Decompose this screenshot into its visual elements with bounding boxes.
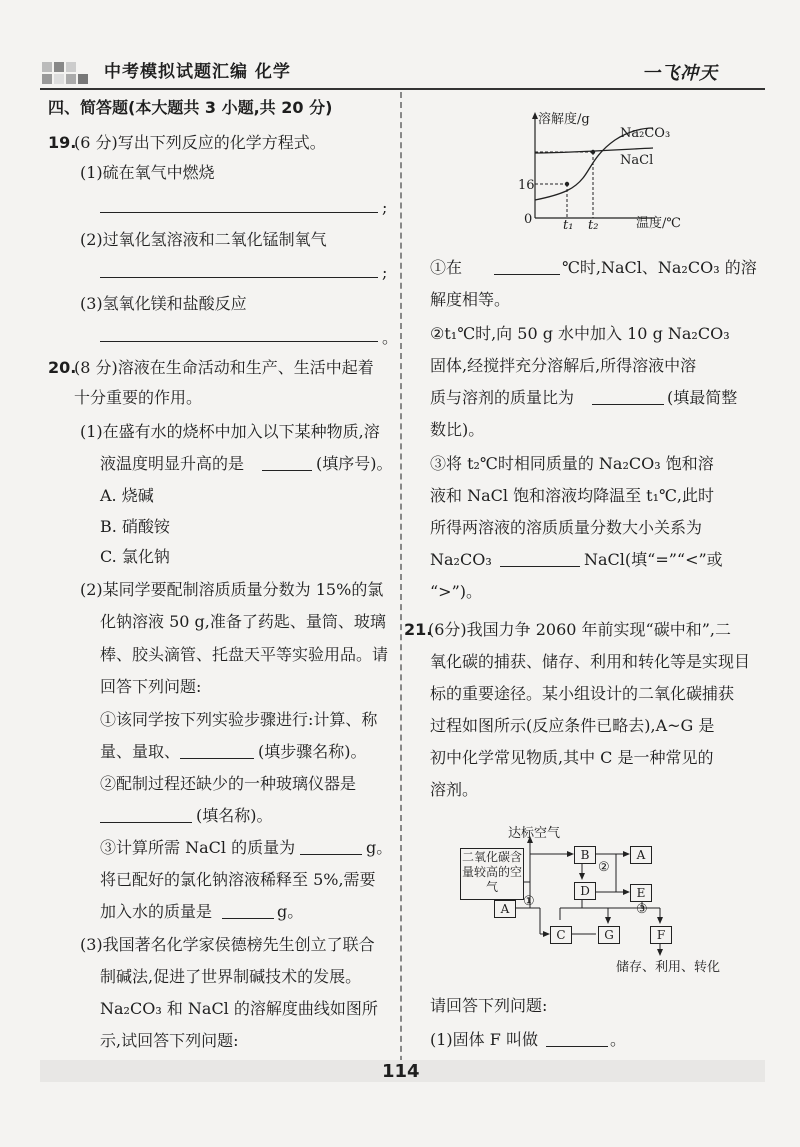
q19-part1-end: ; <box>382 198 388 217</box>
q20-step1-a: ①该同学按下列实验步骤进行:计算、称 <box>100 710 378 729</box>
q21-number: 21. <box>404 620 433 639</box>
flow-box-g: G <box>598 926 620 944</box>
q20-step3-blank-2[interactable] <box>222 918 274 919</box>
point-t1 <box>565 182 569 186</box>
graph-t2: t₂ <box>588 218 599 233</box>
flow-source-box <box>460 848 524 900</box>
r2-d: 数比)。 <box>430 420 485 439</box>
q19-part3-end: 。 <box>382 328 399 347</box>
q20-part1-b-post: (填序号)。 <box>316 454 393 473</box>
header-rule <box>40 88 765 90</box>
r3-d-post: NaCl(填“=”“<”或 <box>584 550 723 569</box>
header-title: 中考模拟试题汇编 化学 <box>104 62 291 82</box>
q21-part1-post: 。 <box>610 1030 627 1049</box>
r2-blank[interactable] <box>592 404 664 405</box>
q21-part1: (1)固体 F 叫做 <box>430 1030 538 1049</box>
r3-d: Na₂CO₃ <box>430 550 492 569</box>
q19-number: 19. <box>48 133 77 152</box>
q20-option-a: A. 烧碱 <box>100 486 154 505</box>
r3-a: ③将 t₂℃时相同质量的 Na₂CO₃ 饱和溶 <box>430 454 714 473</box>
q21-stem-5: 初中化学常见物质,其中 C 是一种常见的 <box>430 748 714 767</box>
r3-c: 所得两溶液的溶质质量分数大小关系为 <box>430 518 703 537</box>
q20-part1-b: 液温度明显升高的是 <box>100 454 245 473</box>
q20-step3-b: 将已配好的氯化钠溶液稀释至 5%,需要 <box>100 870 376 889</box>
q20-option-b: B. 硝酸铵 <box>100 517 170 536</box>
graph-ylabel: 溶解度/g <box>538 112 590 127</box>
point-intersection <box>591 150 595 154</box>
flow-box-b: B <box>574 846 596 864</box>
q20-step3-a-post: g。 <box>366 838 393 857</box>
r1-a-post: ℃时,NaCl、Na₂CO₃ 的溶 <box>562 258 757 277</box>
q20-step3-a: ③计算所需 NaCl 的质量为 <box>100 838 296 857</box>
q20-step3-c: 加入水的质量是 <box>100 902 213 921</box>
flow-source-text: 二氧化碳含量较高的空气 <box>462 850 523 894</box>
q20-part1-blank[interactable] <box>262 470 312 471</box>
r1-a: ①在 <box>430 258 463 277</box>
q20-step3-c-post: g。 <box>277 902 304 921</box>
graph-y16: 16 <box>518 178 535 193</box>
q20-number: 20. <box>48 358 77 377</box>
q21-stem-4: 过程如图所示(反应条件已略去),A~G 是 <box>430 716 715 735</box>
graph-t1: t₁ <box>563 218 574 233</box>
q20-part2-a: (2)某同学要配制溶质质量分数为 15%的氯 <box>80 580 384 599</box>
q20-part3-c: Na₂CO₃ 和 NaCl 的溶解度曲线如图所 <box>100 999 378 1018</box>
q20-step3-blank-1[interactable] <box>300 854 362 855</box>
graph-xlabel: 温度/℃ <box>636 216 681 231</box>
column-divider <box>400 92 402 1082</box>
q20-part3-a: (3)我国著名化学家侯德榜先生创立了联合 <box>80 935 375 954</box>
q20-step1-blank[interactable] <box>180 758 254 759</box>
q20-step1-b: 量、量取、 <box>100 742 181 761</box>
flow-step2: ② <box>598 860 610 875</box>
q20-part2-c: 棒、胶头滴管、托盘天平等实验用品。请 <box>100 645 389 664</box>
q21-part1-blank[interactable] <box>546 1046 608 1047</box>
q19-part3: (3)氢氧化镁和盐酸反应 <box>80 294 247 313</box>
page-number: 114 <box>382 1061 420 1082</box>
flow-step3: ③ <box>636 902 648 917</box>
flow-box-c: C <box>550 926 572 944</box>
flow-box-d: D <box>574 882 596 900</box>
q20-step2-a: ②配制过程还缺少的一种玻璃仪器是 <box>100 774 357 793</box>
flow-box-e: E <box>630 884 652 902</box>
r3-e: “>”)。 <box>430 582 483 601</box>
r2-c: 质与溶剂的质量比为 <box>430 388 575 407</box>
header-decoration <box>40 58 92 92</box>
r3-blank[interactable] <box>500 566 580 567</box>
flow-bottom-label: 储存、利用、转化 <box>616 960 721 975</box>
q20-step2-blank[interactable] <box>100 822 192 823</box>
q19-answer-line-2[interactable] <box>100 277 378 278</box>
q19-stem: (6 分)写出下列反应的化学方程式。 <box>74 133 326 152</box>
r3-b: 液和 NaCl 饱和溶液均降温至 t₁℃,此时 <box>430 486 714 505</box>
q19-part1: (1)硫在氧气中燃烧 <box>80 163 215 182</box>
q19-part2-end: ; <box>382 263 388 282</box>
q21-stem-3: 标的重要途径。某小组设计的二氧化碳捕获 <box>430 684 735 703</box>
graph-label-na2co3: Na₂CO₃ <box>620 126 671 141</box>
q21-stem-6: 溶剂。 <box>430 780 479 799</box>
q20-part3-b: 制碱法,促进了世界制碱技术的发展。 <box>100 967 362 986</box>
header-brand: 一飞冲天 <box>642 63 718 84</box>
q20-option-c: C. 氯化钠 <box>100 547 170 566</box>
r1-b: 解度相等。 <box>430 290 511 309</box>
flow-top-label: 达标空气 <box>508 826 561 841</box>
q19-answer-line-1[interactable] <box>100 212 378 213</box>
q21-stem-2: 氧化碳的捕获、储存、利用和转化等是实现目 <box>430 652 751 671</box>
flow-box-a-left: A <box>494 900 516 918</box>
graph-origin: 0 <box>524 212 533 227</box>
r2-b: 固体,经搅拌充分溶解后,所得溶液中溶 <box>430 356 697 375</box>
q20-part2-b: 化钠溶液 50 g,准备了药匙、量筒、玻璃 <box>100 612 386 631</box>
flow-box-f: F <box>650 926 672 944</box>
q20-part3-d: 示,试回答下列问题: <box>100 1031 239 1050</box>
q20-step2-b-post: (填名称)。 <box>196 806 273 825</box>
q20-step1-b-post: (填步骤名称)。 <box>258 742 367 761</box>
r2-c-post: (填最简整 <box>667 388 738 407</box>
graph-label-nacl: NaCl <box>620 153 654 168</box>
q20-part1-a: (1)在盛有水的烧杯中加入以下某种物质,溶 <box>80 422 380 441</box>
r1-blank[interactable] <box>494 274 560 275</box>
q21-stem-1: (6分)我国力争 2060 年前实现“碳中和”,二 <box>428 620 732 639</box>
q21-prompt: 请回答下列问题: <box>430 996 548 1015</box>
r2-a: ②t₁℃时,向 50 g 水中加入 10 g Na₂CO₃ <box>430 324 730 343</box>
section-title: 四、简答题(本大题共 3 小题,共 20 分) <box>48 98 333 117</box>
q20-part2-d: 回答下列问题: <box>100 677 202 696</box>
q19-part2: (2)过氧化氢溶液和二氧化锰制氧气 <box>80 230 327 249</box>
q20-stem-2: 十分重要的作用。 <box>74 388 203 407</box>
flow-box-a-right: A <box>630 846 652 864</box>
flow-step1: ① <box>523 894 535 909</box>
q20-stem-1: (8 分)溶液在生命活动和生产、生活中起着 <box>74 358 374 377</box>
q19-answer-line-3[interactable] <box>100 341 378 342</box>
